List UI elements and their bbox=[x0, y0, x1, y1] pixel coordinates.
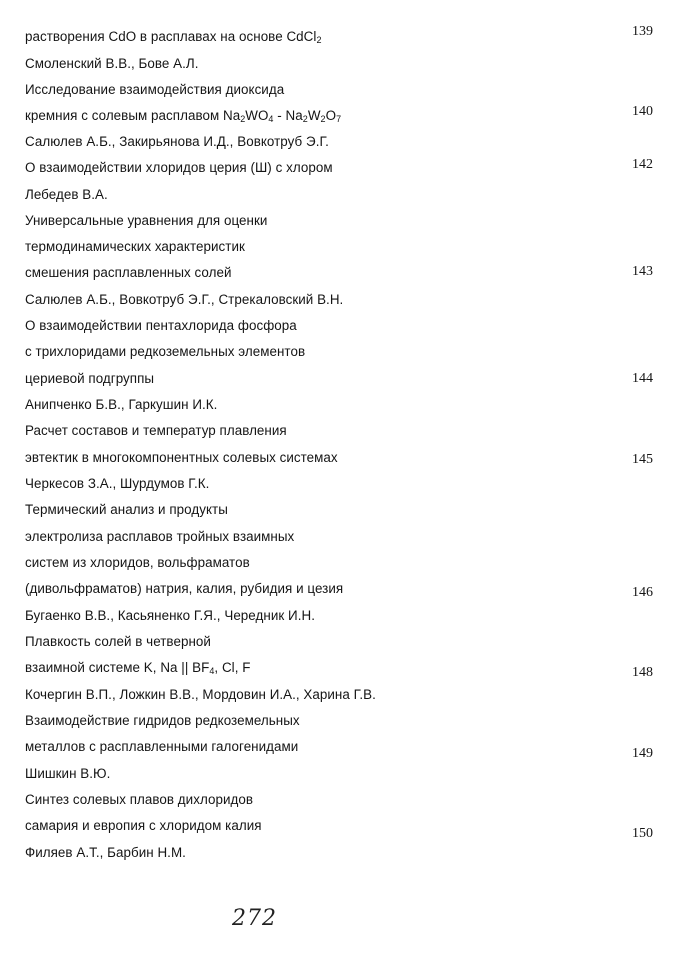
text-line: Расчет составов и температур плавления bbox=[25, 423, 287, 438]
text-line: самария и европия с хлоридом калия bbox=[25, 818, 262, 833]
text-line: Плавкость солей в четверной bbox=[25, 634, 211, 649]
text-line: систем из хлоридов, вольфраматов bbox=[25, 555, 250, 570]
text-line: Шишкин В.Ю. bbox=[25, 766, 111, 781]
text-line: Лебедев В.А. bbox=[25, 187, 108, 202]
text-line: Универсальные уравнения для оценки bbox=[25, 213, 268, 228]
text-line: Черкесов З.А., Шурдумов Г.К. bbox=[25, 476, 210, 491]
page-number: 143 bbox=[632, 264, 653, 279]
text-line: Кочергин В.П., Ложкин В.В., Мордовин И.А., Харина Г.В. bbox=[25, 687, 376, 702]
text-line: растворения CdO в расплавах на основе CdCl$_2$ bbox=[25, 29, 322, 45]
text-line: с трихлоридами редкоземельных элементов bbox=[25, 344, 306, 359]
text-line: электролиза расплавов тройных взаимных bbox=[25, 529, 295, 544]
text-line: Термический анализ и продукты bbox=[25, 502, 228, 517]
text-line: Смоленский В.В., Бове А.Л. bbox=[25, 56, 199, 71]
page-number: 139 bbox=[632, 24, 653, 39]
text-line: Синтез солевых плавов дихлоридов bbox=[25, 792, 254, 807]
handwritten-page-number: 272 bbox=[232, 906, 277, 931]
page-number: 140 bbox=[632, 104, 653, 119]
page-number: 150 bbox=[632, 826, 653, 841]
text-line: Филяев А.Т., Барбин Н.М. bbox=[25, 845, 186, 860]
text-line: цериевой подгруппы bbox=[25, 371, 155, 386]
text-line: О взаимодействии хлоридов церия (Ш) с хлором bbox=[25, 160, 333, 175]
page-number: 148 bbox=[632, 665, 653, 680]
text-line: Исследование взаимодействия диоксида bbox=[25, 82, 285, 97]
page-number: 145 bbox=[632, 452, 653, 467]
text-line: Салюлев А.Б., Закирьянова И.Д., Вовкотруб Э.Г. bbox=[25, 134, 329, 149]
text-line: термодинамических характеристик bbox=[25, 239, 245, 254]
text-line: металлов с расплавленными галогенидами bbox=[25, 739, 299, 754]
text-line: Взаимодействие гидридов редкоземельных bbox=[25, 713, 300, 728]
page-number: 146 bbox=[632, 585, 653, 600]
text-line: О взаимодействии пентахлорида фосфора bbox=[25, 318, 297, 333]
text-line: (дивольфраматов) натрия, калия, рубидия и цезия bbox=[25, 581, 344, 596]
text-line: эвтектик в многокомпонентных солевых системах bbox=[25, 450, 338, 465]
page-number: 144 bbox=[632, 371, 653, 386]
text-line: смешения расплавленных солей bbox=[25, 265, 232, 280]
text-line: Анипченко Б.В., Гаркушин И.К. bbox=[25, 397, 218, 412]
text-line: кремния с солевым расплавом $Na_2WO_4 - Na_2W_2O_7$ bbox=[25, 108, 342, 124]
page-number: 142 bbox=[632, 157, 653, 172]
page-number: 149 bbox=[632, 746, 653, 761]
text-line: Бугаенко В.В., Касьяненко Г.Я., Чередник И.Н. bbox=[25, 608, 315, 623]
text-line: Салюлев А.Б., Вовкотруб Э.Г., Стрекаловский В.Н. bbox=[25, 292, 344, 307]
text-line: взаимной системе K, Na || $BF_4$, Cl, F bbox=[25, 660, 251, 676]
